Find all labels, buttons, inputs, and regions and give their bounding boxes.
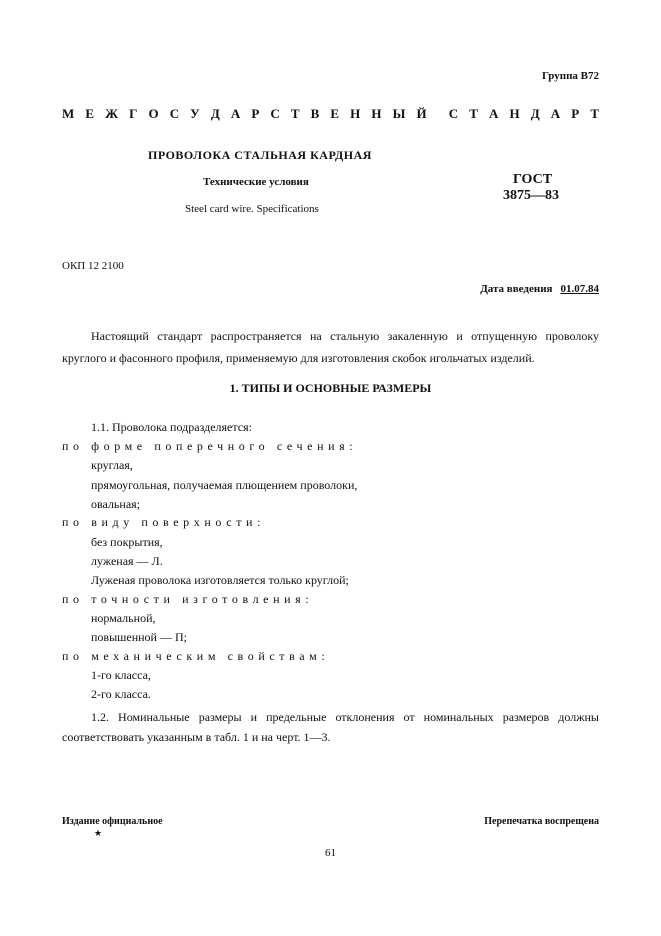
heading-letter: М: [62, 106, 75, 121]
heading-letter: Р: [571, 106, 580, 121]
list-item: луженая — Л.: [91, 554, 163, 568]
heading-letter: А: [550, 106, 561, 121]
document-subtitle: Технические условия: [203, 176, 309, 188]
heading-letter: А: [230, 106, 241, 121]
heading-letter: С: [448, 106, 459, 121]
heading-letter: Н: [509, 106, 520, 121]
section-title: 1. ТИПЫ И ОСНОВНЫЕ РАЗМЕРЫ: [229, 381, 432, 395]
list-item: овальная;: [91, 497, 141, 511]
category-by-accuracy: по точности изготовления:: [62, 592, 314, 606]
list-item: прямоугольная, получаемая плющением проволоки,: [91, 478, 358, 492]
list-item: круглая,: [91, 458, 133, 472]
heading-letter: Р: [251, 106, 260, 121]
introduction-date-value: 01.07.84: [560, 283, 599, 295]
heading-letter: Д: [530, 106, 540, 121]
tinned-note: Луженая проволока изготовляется только круглой;: [91, 573, 349, 587]
star-icon: ★: [94, 828, 103, 838]
category-by-mechanical: по механическим свойствам:: [62, 649, 330, 663]
category-by-surface: по виду поверхности:: [62, 515, 266, 529]
intro-paragraph: Настоящий стандарт распространяется на стальную закаленную и отпущенную проволоку круглого и фасонного профиля, применяемую для изготовления скобок игольчатых изделий.: [62, 329, 599, 365]
heading-letter: А: [489, 106, 499, 121]
document-title: ПРОВОЛОКА СТАЛЬНАЯ КАРДНАЯ: [148, 148, 372, 162]
group-code: Группа В72: [541, 70, 599, 82]
heading-letter: Е: [330, 106, 340, 121]
list-item: 1-го класса,: [91, 668, 151, 682]
reprint-prohibited-label: Перепечатка воспрещена: [484, 816, 599, 827]
heading-letter: Д: [210, 106, 220, 121]
list-item: 2-го класса.: [91, 687, 151, 701]
interstate-standard-heading: [62, 106, 599, 122]
introduction-date: [480, 283, 599, 295]
introduction-date-label: Дата введения: [480, 283, 553, 295]
clause-1-1: 1.1. Проволока подразделяется:: [91, 420, 252, 434]
heading-letter: Ы: [392, 106, 406, 121]
heading-letter: Т: [290, 106, 300, 121]
clause-1-2: 1.2. Номинальные размеры и предельные отклонения от номинальных размеров должны соответствовать указанным в табл. 1 и на черт. 1—3.: [62, 710, 599, 744]
heading-letter: Т: [469, 106, 478, 121]
list-item: без покрытия,: [91, 535, 163, 549]
heading-letter: В: [310, 106, 320, 121]
heading-letter: Г: [129, 106, 138, 121]
english-title: Steel card wire. Specifications: [185, 203, 319, 215]
heading-letter: У: [190, 106, 200, 121]
category-by-shape: по форме поперечного сечения:: [62, 439, 358, 453]
official-edition-label: Издание официальное: [62, 816, 163, 827]
heading-letter: Е: [85, 106, 95, 121]
gost-label: ГОСТ: [513, 172, 553, 187]
heading-letter: Н: [350, 106, 361, 121]
list-item: повышенной — П;: [91, 630, 187, 644]
heading-letter: О: [148, 106, 159, 121]
heading-letter: Н: [371, 106, 382, 121]
heading-letter: Т: [590, 106, 599, 121]
heading-letter: Й: [416, 106, 427, 121]
okp-code: ОКП 12 2100: [62, 260, 124, 272]
heading-letter: С: [270, 106, 280, 121]
page-number: 61: [325, 847, 336, 859]
gost-number: 3875—83: [503, 188, 559, 203]
heading-letter: С: [169, 106, 180, 121]
heading-letter: Ж: [105, 106, 118, 121]
list-item: нормальной,: [91, 611, 156, 625]
